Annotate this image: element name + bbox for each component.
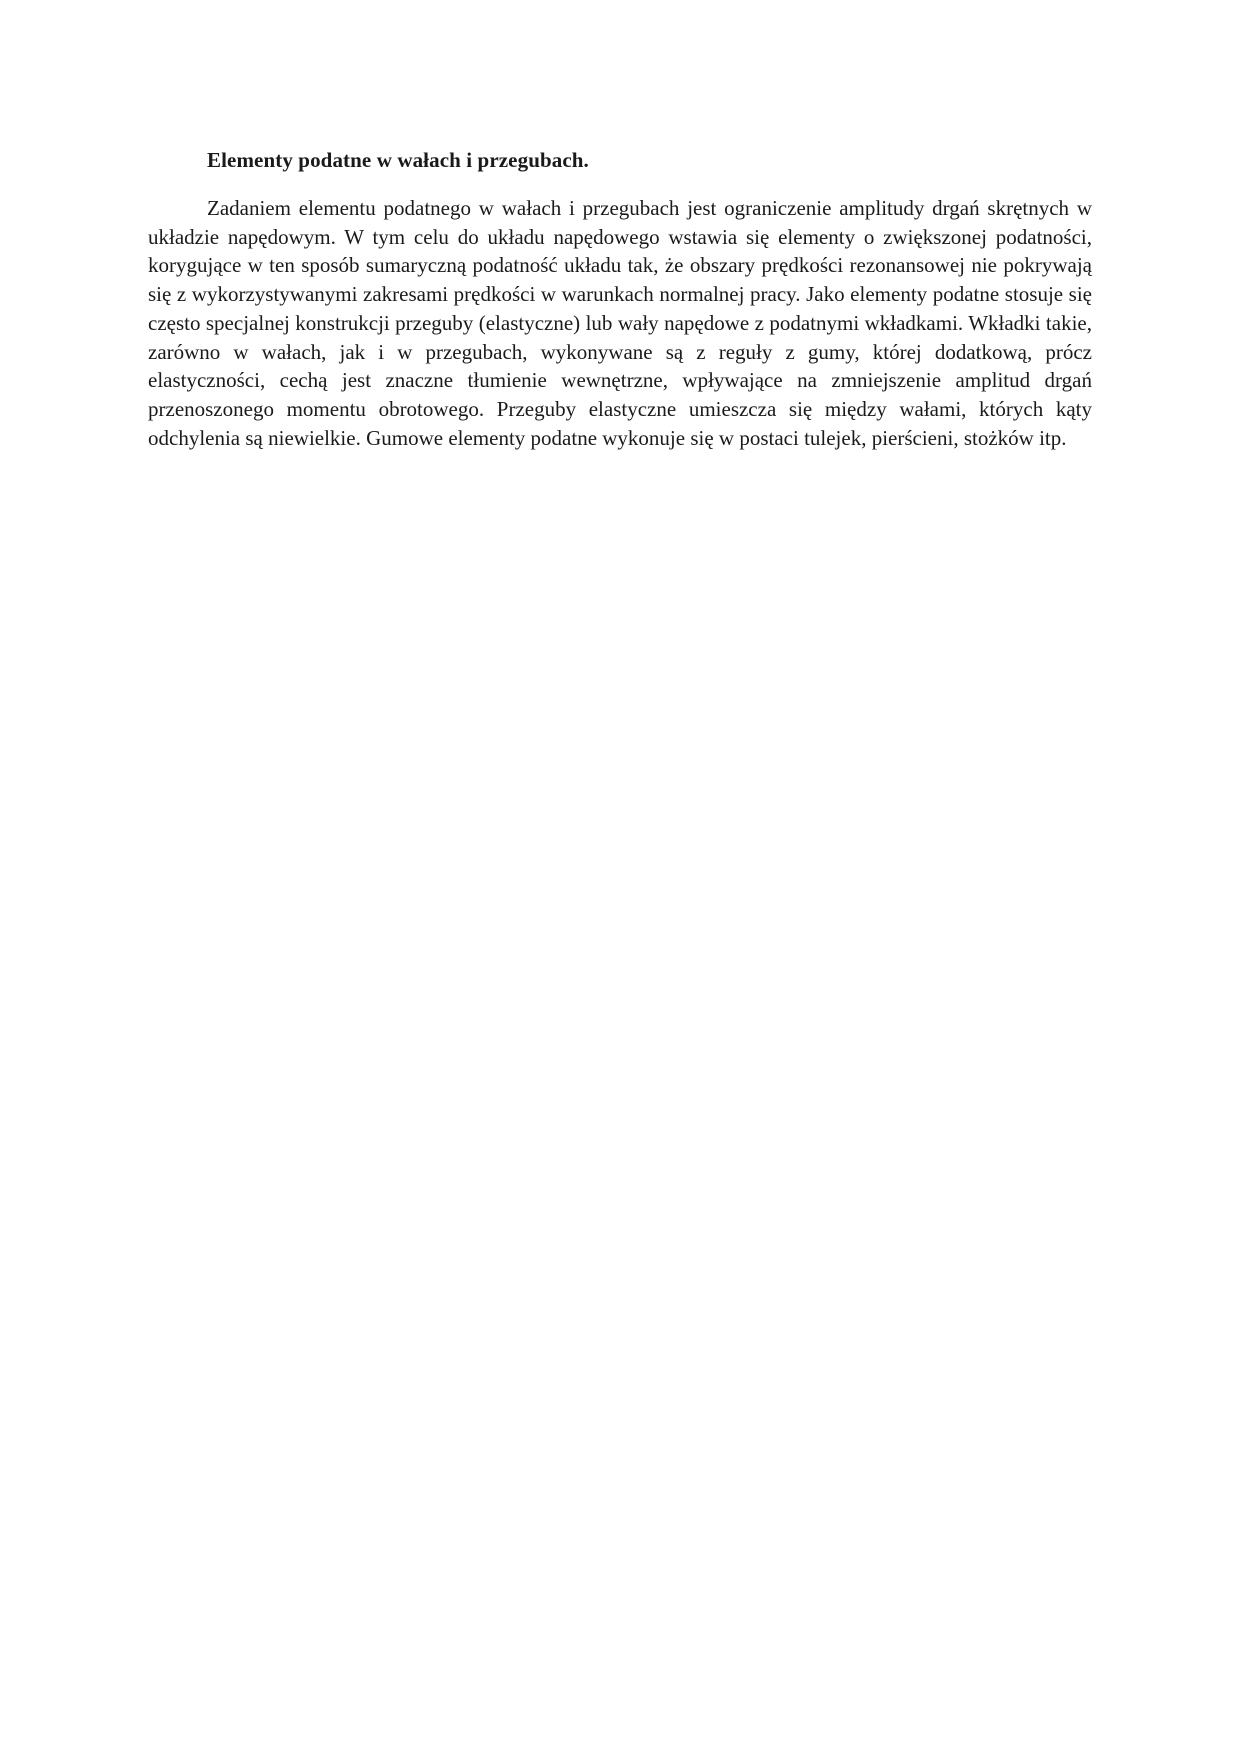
document-body: [148, 146, 1092, 452]
document-title: Elementy podatne w wałach i przegubach.: [207, 148, 589, 172]
body-paragraph: Zadaniem elementu podatnego w wałach i przegubach jest ograniczenie amplitudy drgań skrętnych w układzie napędowym. W tym celu do układu napędowego wstawia się elementy o zwiększonej podatności, korygujące w ten sposób sumaryczną podatność układu tak, że obszary prędkości rezonansowej nie pokrywają się z wykorzystywanymi zakresami prędkości w warunkach normalnej pracy. Jako elementy podatne stosuje się często specjalnej konstrukcji przeguby (elastyczne) lub wały napędowe z podatnymi wkładkami. Wkładki takie, zarówno w wałach, jak i w przegubach, wykonywane są z reguły z gumy, której dodatkową, prócz elastyczności, cechą jest znaczne tłumienie wewnętrzne, wpływające na zmniejszenie amplitud drgań przenoszonego momentu obrotowego. Przeguby elastyczne umieszcza się między wałami, których kąty odchylenia są niewielkie. Gumowe elementy podatne wykonuje się w postaci tulejek, pierścieni, stożków itp.: [148, 196, 1092, 450]
